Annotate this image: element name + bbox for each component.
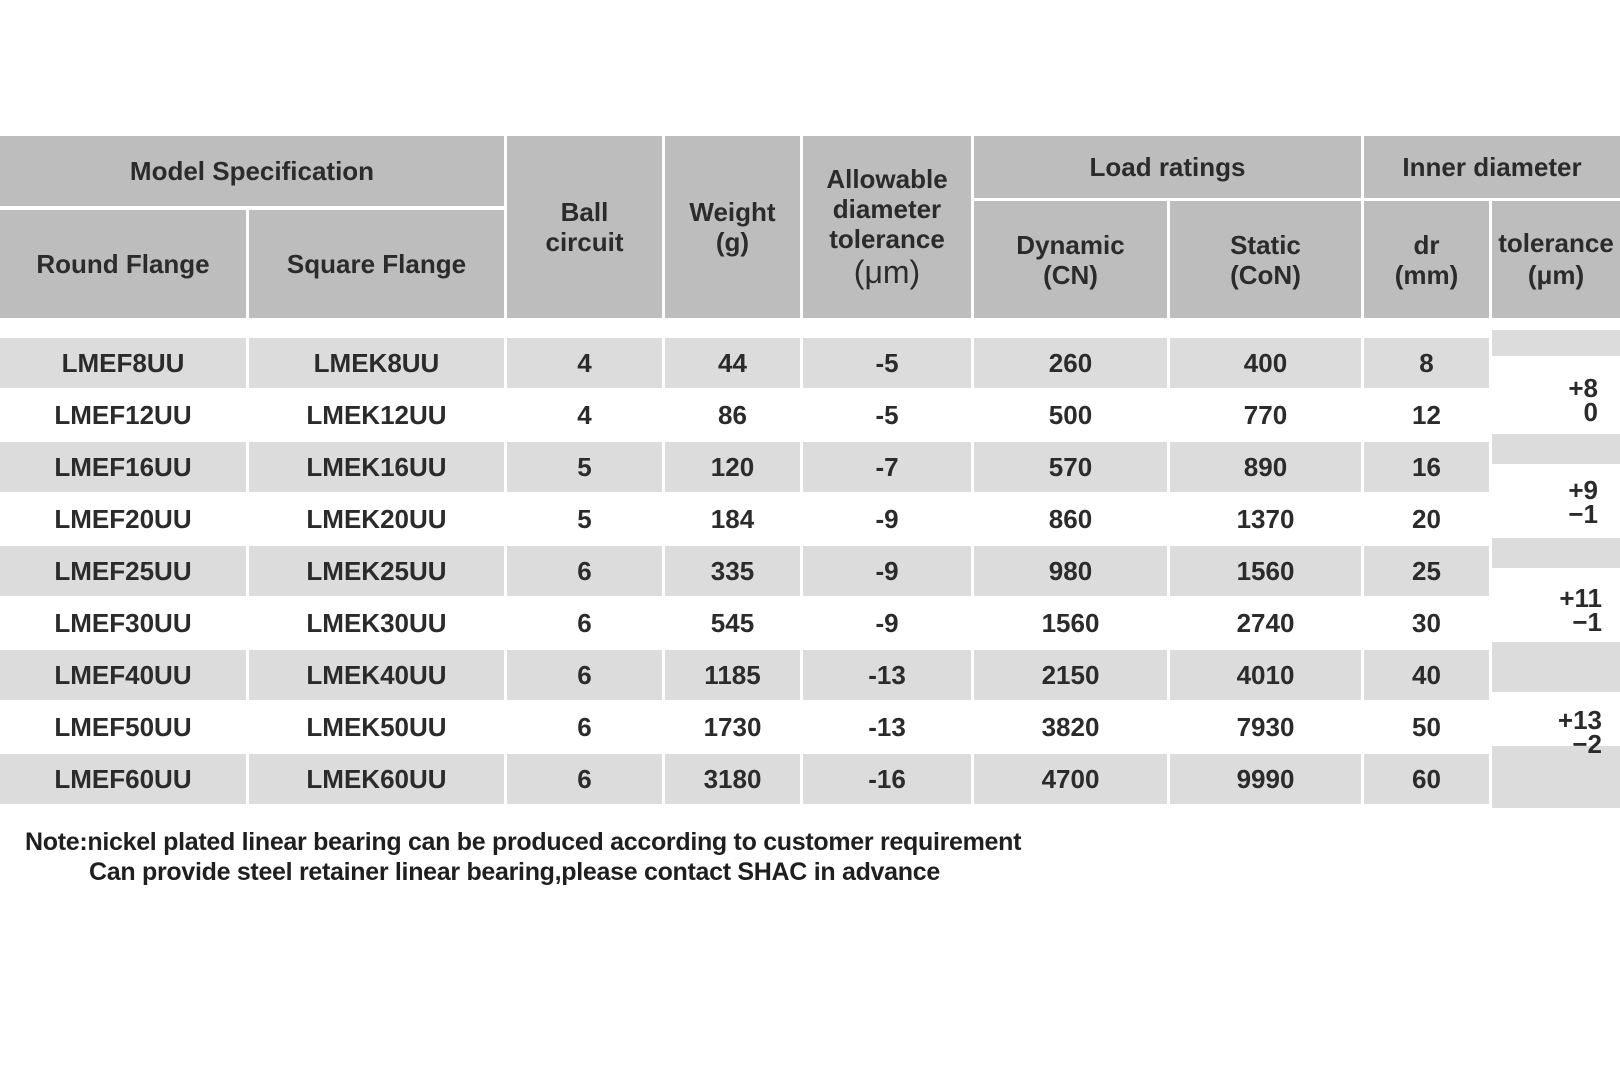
header-dynamic (974, 201, 1167, 318)
dynamic-load-cell: 260 (1048, 347, 1093, 378)
ball-circuit-cell: 5 (577, 451, 592, 482)
tolerance-lower: 0 (1583, 397, 1598, 427)
table-row (0, 442, 1492, 492)
tolerance-upper: +8 (1568, 373, 1598, 403)
inner-diameter-cell: 25 (1412, 555, 1441, 586)
tol-shade (1492, 434, 1620, 464)
weight-cell: 1730 (703, 711, 762, 742)
round-flange-cell: LMEF30UU (54, 607, 192, 638)
inner-diameter-cell: 30 (1412, 607, 1441, 638)
allowable-tolerance-cell: -9 (875, 503, 899, 534)
static-load-cell: 1370 (1236, 503, 1295, 534)
header-allowable-line2: diameter (832, 194, 942, 224)
header-dr-label: dr (1413, 229, 1440, 260)
tolerance-lower: −2 (1572, 729, 1602, 759)
ball-circuit-cell: 4 (577, 347, 592, 378)
weight-cell: 184 (710, 503, 755, 534)
allowable-tolerance-cell: -13 (868, 711, 906, 742)
dynamic-load-cell: 3820 (1041, 711, 1100, 742)
table-row (0, 338, 1492, 388)
inner-diameter-cell: 20 (1412, 503, 1441, 534)
header-allowable-line1: Allowable (826, 164, 948, 194)
header-load-ratings-label: Load ratings (1089, 152, 1246, 182)
inner-diameter-cell: 40 (1412, 659, 1441, 690)
square-flange-cell: LMEK30UU (306, 607, 447, 638)
weight-cell: 545 (710, 607, 755, 638)
inner-diameter-cell: 50 (1412, 711, 1441, 742)
header-dynamic-label: Dynamic (1016, 229, 1125, 260)
header-allowable-unit: (μm) (853, 254, 921, 290)
tolerance-lower: −1 (1568, 499, 1598, 529)
static-load-cell: 890 (1243, 451, 1288, 482)
tolerance-column (1492, 330, 1620, 808)
ball-circuit-cell: 4 (577, 399, 592, 430)
header-static-unit: (CoN) (1230, 259, 1301, 290)
note-line-2: Can provide steel retainer linear bearing,please contact SHAC in advance (89, 858, 940, 886)
ball-circuit-cell: 6 (577, 607, 592, 638)
allowable-tolerance-cell: -13 (868, 659, 906, 690)
allowable-tolerance-cell: -9 (875, 607, 899, 638)
tolerance-value (1559, 583, 1602, 637)
header-dr (1364, 201, 1489, 318)
table-row (0, 390, 1492, 440)
column-separator (1167, 330, 1170, 808)
column-separator (504, 330, 507, 808)
header-inner-diameter-label: Inner diameter (1402, 152, 1582, 182)
round-flange-cell: LMEF8UU (61, 347, 185, 378)
header-weight-unit: (g) (715, 227, 750, 257)
dynamic-load-cell: 2150 (1041, 659, 1100, 690)
static-load-cell: 9990 (1236, 763, 1295, 794)
dynamic-load-cell: 980 (1048, 555, 1093, 586)
square-flange-cell: LMEK50UU (306, 711, 447, 742)
tol-shade (1492, 538, 1620, 568)
square-flange-cell: LMEK25UU (306, 555, 447, 586)
weight-cell: 44 (718, 347, 747, 378)
header-static-label: Static (1230, 229, 1301, 260)
table-row (0, 702, 1492, 752)
header-inner-diameter (1364, 136, 1620, 198)
header-weight (665, 136, 800, 318)
header-ball-circuit (507, 136, 662, 318)
static-load-cell: 7930 (1236, 711, 1295, 742)
column-separator (662, 330, 665, 808)
inner-diameter-cell: 12 (1412, 399, 1441, 430)
header-load-ratings (974, 136, 1361, 198)
allowable-tolerance-cell: -9 (875, 555, 899, 586)
weight-cell: 3180 (703, 763, 762, 794)
static-load-cell: 400 (1243, 347, 1288, 378)
round-flange-cell: LMEF20UU (54, 503, 192, 534)
header-model-specification-label: Model Specification (129, 156, 375, 186)
header-static (1170, 201, 1361, 318)
ball-circuit-cell: 6 (577, 711, 592, 742)
inner-diameter-cell: 16 (1412, 451, 1441, 482)
square-flange-cell: LMEK12UU (306, 399, 447, 430)
table-row (0, 650, 1492, 700)
static-load-cell: 4010 (1236, 659, 1295, 690)
square-flange-cell: LMEK16UU (306, 451, 447, 482)
tolerance-upper: +11 (1559, 583, 1602, 613)
header-square-flange (249, 210, 504, 318)
header-tolerance-label: tolerance (1498, 227, 1614, 258)
allowable-tolerance-cell: -5 (875, 399, 899, 430)
tolerance-upper: +13 (1557, 705, 1602, 735)
allowable-tolerance-cell: -7 (875, 451, 899, 482)
note-line-1: Note:nickel plated linear bearing can be produced according to customer requirement (25, 828, 1022, 856)
column-separator (971, 330, 974, 808)
inner-diameter-cell: 60 (1412, 763, 1441, 794)
tol-shade (1492, 642, 1620, 692)
weight-cell: 86 (718, 399, 747, 430)
dynamic-load-cell: 1560 (1041, 607, 1100, 638)
ball-circuit-cell: 5 (577, 503, 592, 534)
header-weight-label: Weight (689, 197, 776, 227)
column-separator (246, 330, 249, 808)
header-allowable-line3: tolerance (829, 224, 945, 254)
tolerance-value (1568, 475, 1598, 529)
round-flange-cell: LMEF16UU (54, 451, 192, 482)
header-tolerance (1492, 201, 1620, 318)
header-round-flange-label: Round Flange (36, 249, 210, 279)
square-flange-cell: LMEK20UU (306, 503, 447, 534)
allowable-tolerance-cell: -5 (875, 347, 899, 378)
header-allowable-tolerance (803, 136, 971, 318)
static-load-cell: 2740 (1236, 607, 1295, 638)
header-square-flange-label: Square Flange (286, 249, 467, 279)
dynamic-load-cell: 4700 (1041, 763, 1100, 794)
column-separator (800, 330, 803, 808)
tolerance-lower: −1 (1572, 607, 1602, 637)
header-dr-unit: (mm) (1394, 259, 1459, 290)
square-flange-cell: LMEK8UU (313, 347, 440, 378)
weight-cell: 1185 (704, 659, 761, 690)
ball-circuit-cell: 6 (577, 555, 592, 586)
ball-circuit-cell: 6 (577, 659, 592, 690)
inner-diameter-cell: 8 (1419, 347, 1434, 378)
round-flange-cell: LMEF25UU (54, 555, 192, 586)
header-tolerance-unit: (μm) (1527, 259, 1585, 290)
tolerance-upper: +9 (1568, 475, 1598, 505)
table-row (0, 494, 1492, 544)
static-load-cell: 1560 (1236, 555, 1295, 586)
tol-shade (1492, 330, 1620, 356)
square-flange-cell: LMEK40UU (306, 659, 447, 690)
round-flange-cell: LMEF40UU (54, 659, 192, 690)
tolerance-value (1568, 373, 1598, 427)
round-flange-cell: LMEF12UU (54, 399, 192, 430)
table-row (0, 598, 1492, 648)
header-circuit-label: circuit (545, 227, 624, 257)
table-row (0, 754, 1492, 804)
header-dynamic-unit: (CN) (1043, 259, 1098, 290)
weight-cell: 335 (710, 555, 755, 586)
allowable-tolerance-cell: -16 (868, 763, 906, 794)
header-model-specification (0, 136, 504, 206)
tolerance-value (1557, 705, 1602, 759)
round-flange-cell: LMEF50UU (54, 711, 192, 742)
round-flange-cell: LMEF60UU (54, 763, 192, 794)
header-round-flange (0, 210, 246, 318)
square-flange-cell: LMEK60UU (306, 763, 447, 794)
dynamic-load-cell: 860 (1048, 503, 1093, 534)
table-row (0, 546, 1492, 596)
weight-cell: 120 (710, 451, 755, 482)
static-load-cell: 770 (1243, 399, 1288, 430)
column-separator (1361, 330, 1364, 808)
dynamic-load-cell: 570 (1048, 451, 1093, 482)
dynamic-load-cell: 500 (1048, 399, 1093, 430)
ball-circuit-cell: 6 (577, 763, 592, 794)
header-ball-label: Ball (560, 197, 609, 227)
